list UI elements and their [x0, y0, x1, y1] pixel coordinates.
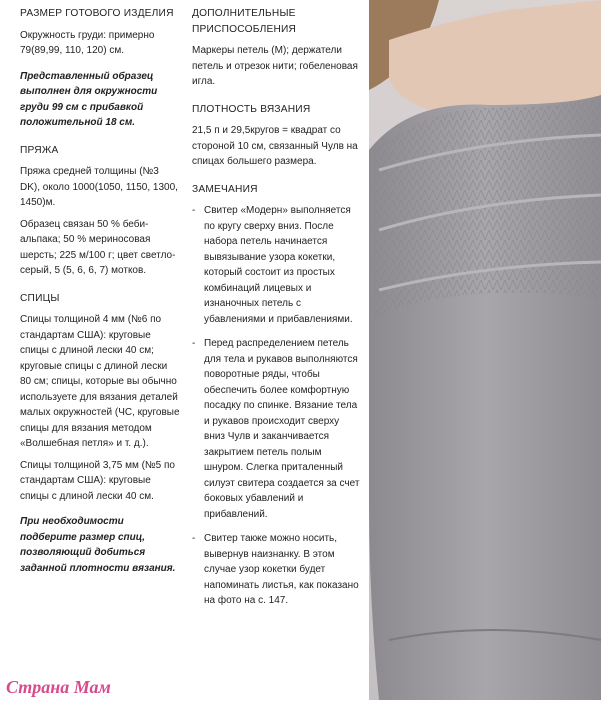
needles-text-2: Спицы толщиной 3,75 мм (№5 по стандартам США): круговые спицы с длиной лески 40 см.	[20, 459, 175, 502]
middle-column	[192, 0, 362, 618]
needles-note: При необходимости подберите размер спиц, позволяющий добиться заданной плотности вязания.	[20, 516, 176, 574]
note-item: - Свитер «Модерн» выполняется по кругу сверху вниз. После набора петель начинается вывязывание узора кокетки, который состоит из простых комбинаций лицевых и изнаночных петель с убавлениями и прибавлениями.	[192, 203, 362, 327]
sweater-photo	[369, 0, 601, 700]
sweater-illustration	[369, 0, 601, 700]
note-item: - Перед распределением петель для тела и рукавов выполняются поворотные ряды, чтобы обеспечить более комфортную посадку по спинке. Вязание тела и рукавов происходит сверху вниз Чулв и заканчивается закрытием петель полым шнуром. Слегка приталенный силуэт свитера создается за счет боковых убавлений и прибавлений.	[192, 336, 362, 522]
watermark-logo: Страна Мам	[6, 677, 111, 697]
note-item: - Свитер также можно носить, вывернув наизнанку. В этом случае узор кокетки будет напоминать листья, как показано на фото на с. 147.	[192, 531, 362, 609]
size-note: Представленный образец выполнен для окружности груди 99 см с прибавкой положительной 18 см.	[20, 70, 158, 128]
yarn-text-2: Образец связан 50 % беби-альпака; 50 % мериносовая шерсть; 225 м/100 г; цвет светло-серый, 5 (5, 6, 6, 7) мотков.	[20, 218, 176, 276]
size-heading: РАЗМЕР ГОТОВОГО ИЗДЕЛИЯ	[20, 8, 174, 19]
left-column	[20, 0, 180, 582]
size-text: Окружность груди: примерно 79(89,99, 110, 120) см.	[20, 29, 155, 56]
needles-text-1: Спицы толщиной 4 мм (№6 по стандартам США): круговые спицы с длиной лески 40 см; круговые спицы с длиной лески 80 см; спицы, которые вы обычно используете для вязания деталей малых окружностей (ЧС, круговые спицы для вязания методом «Волшебная петля» и т. д.).	[20, 314, 180, 449]
notes-list	[192, 203, 362, 609]
gauge-heading: ПЛОТНОСТЬ ВЯЗАНИЯ	[192, 103, 311, 115]
extra-heading: ДОПОЛНИТЕЛЬНЫЕ ПРИСПОСОБЛЕНИЯ	[192, 8, 297, 35]
yarn-text-1: Пряжа средней толщины (№3 DK), около 1000(1050, 1150, 1300, 1450)м.	[20, 166, 178, 208]
extra-text: Маркеры петель (М); держатели петель и отрезок нити; гобеленовая игла.	[192, 45, 358, 87]
yarn-heading: ПРЯЖА	[20, 144, 59, 156]
notes-heading: ЗАМЕЧАНИЯ	[192, 183, 258, 195]
gauge-text: 21,5 п и 29,5кругов = квадрат со стороной 10 см, связанный Чулв на спицах большего размера.	[192, 125, 358, 167]
yoke-pattern	[374, 98, 601, 320]
needles-heading: СПИЦЫ	[20, 292, 60, 304]
